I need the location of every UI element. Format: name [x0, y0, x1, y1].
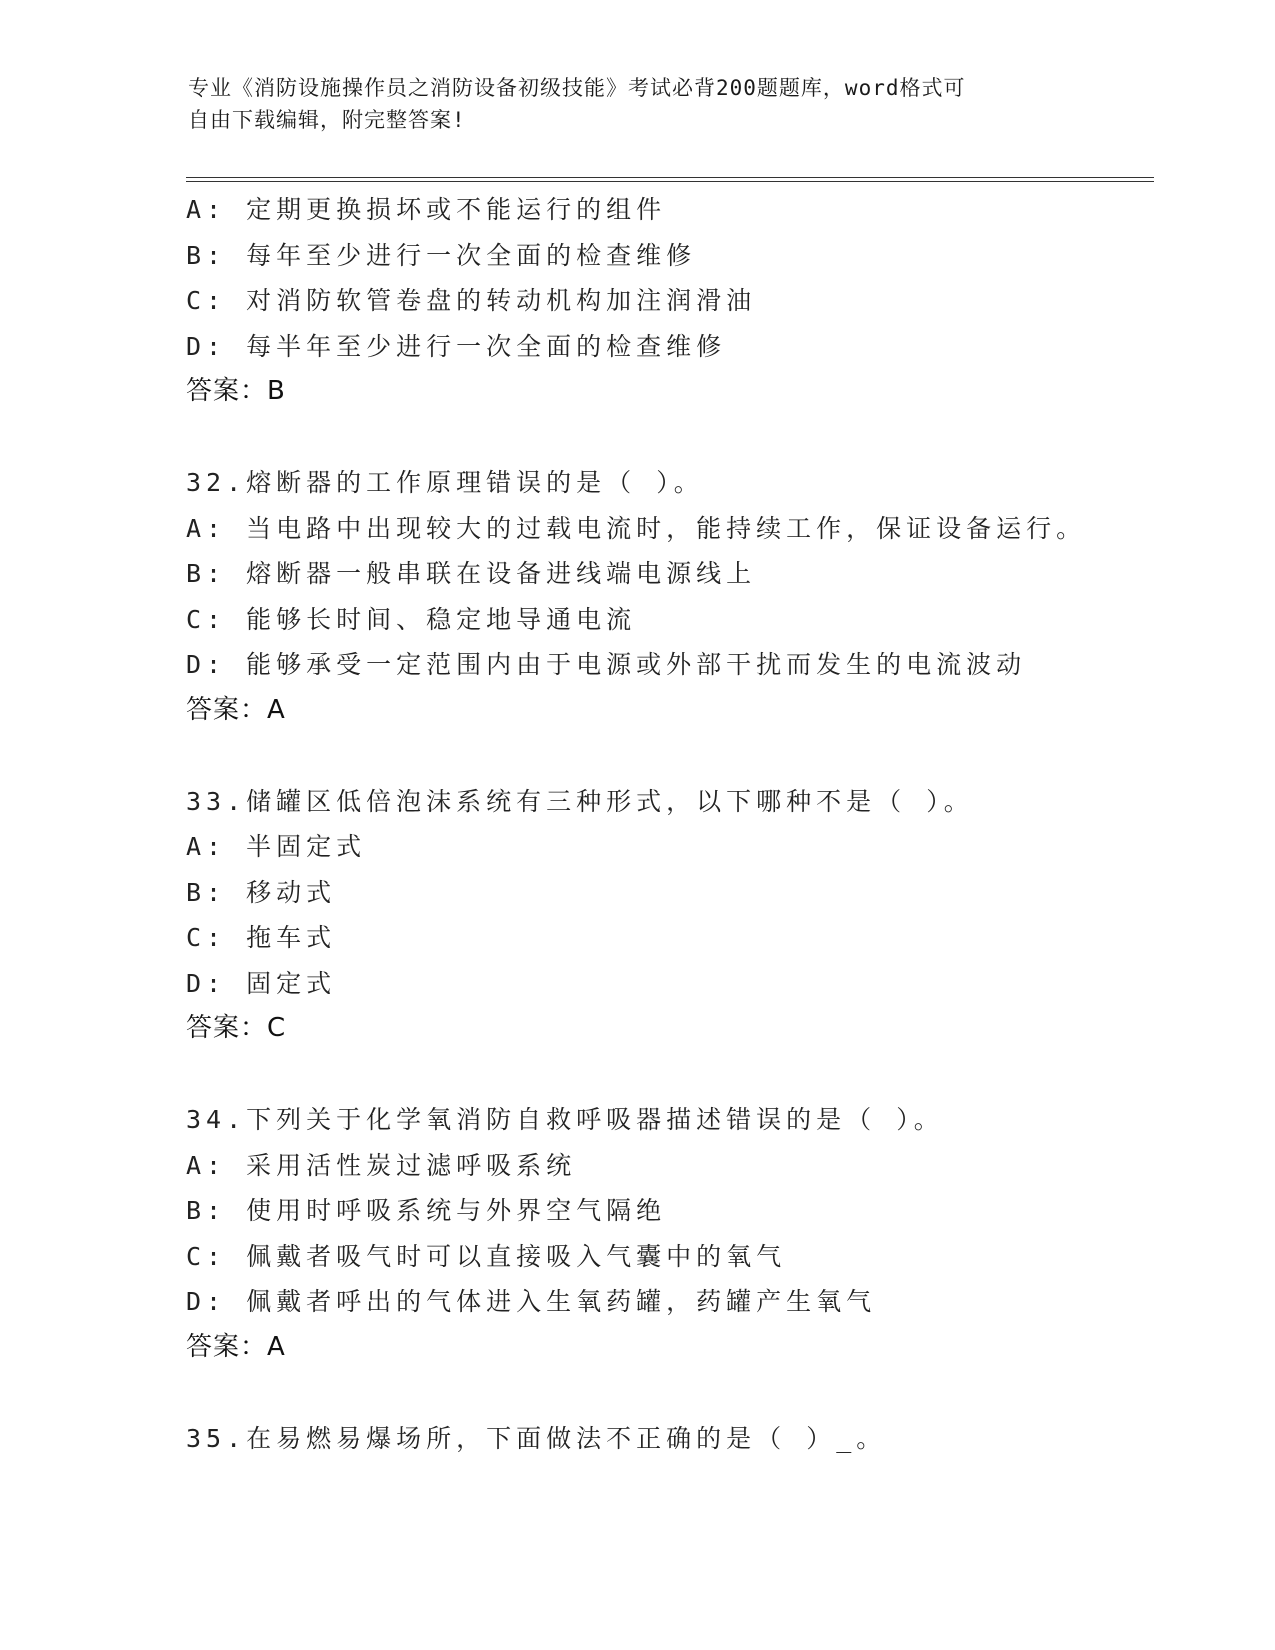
question-list [186, 187, 1166, 1461]
option-b: B: 每年至少进行一次全面的检查维修 [186, 240, 697, 270]
option-c: C: 能够长时间、稳定地导通电流 [186, 604, 637, 634]
document-header [188, 72, 1088, 136]
question-stem: 33.储罐区低倍泡沫系统有三种形式，以下哪种不是（ ）。 [186, 786, 974, 816]
answer-line: 答案：A [186, 694, 286, 725]
question-stem: 34.下列关于化学氧消防自救呼吸器描述错误的是（ ）。 [186, 1105, 944, 1134]
option-c: C: 拖车式 [186, 923, 337, 952]
spacer [186, 415, 1166, 461]
question-31 [186, 187, 1166, 415]
option-c: C: 对消防软管卷盘的转动机构加注润滑油 [186, 286, 757, 315]
header-divider-bottom [186, 181, 1154, 182]
option-b: B: 移动式 [186, 877, 337, 907]
question-32 [186, 460, 1166, 733]
answer-line: 答案：A [186, 1331, 286, 1362]
header-line-2: 自由下载编辑，附完整答案! [188, 108, 466, 132]
answer-line: 答案：C [186, 1013, 287, 1043]
question-35 [186, 1416, 1166, 1462]
option-a: A: 半固定式 [186, 832, 367, 861]
question-33 [186, 779, 1166, 1052]
option-d: D: 佩戴者呼出的气体进入生氧药罐，药罐产生氧气 [186, 1287, 877, 1316]
header-line-1: 专业《消防设施操作员之消防设备初级技能》考试必背200题题库，word格式可 [188, 76, 966, 100]
question-stem: 35.在易燃易爆场所，下面做法不正确的是（ ）_。 [186, 1423, 887, 1453]
spacer [186, 733, 1166, 779]
question-stem: 32.熔断器的工作原理错误的是（ ）。 [186, 468, 704, 497]
option-a: A: 采用活性炭过滤呼吸系统 [186, 1150, 577, 1180]
option-a: A: 当电路中出现较大的过载电流时，能持续工作，保证设备运行。 [186, 513, 1087, 543]
option-d: D: 每半年至少进行一次全面的检查维修 [186, 331, 727, 361]
spacer [186, 1052, 1166, 1098]
option-b: B: 熔断器一般串联在设备进线端电源线上 [186, 559, 757, 588]
option-b: B: 使用时呼吸系统与外界空气隔绝 [186, 1196, 667, 1225]
question-34 [186, 1097, 1166, 1370]
option-a: A: 定期更换损坏或不能运行的组件 [186, 195, 667, 224]
option-c: C: 佩戴者吸气时可以直接吸入气囊中的氧气 [186, 1241, 787, 1271]
header-divider-top [186, 177, 1154, 178]
spacer [186, 1370, 1166, 1416]
option-d: D: 能够承受一定范围内由于电源或外部干扰而发生的电流波动 [186, 650, 1027, 679]
option-d: D: 固定式 [186, 968, 337, 998]
answer-line: 答案：B [186, 376, 286, 406]
